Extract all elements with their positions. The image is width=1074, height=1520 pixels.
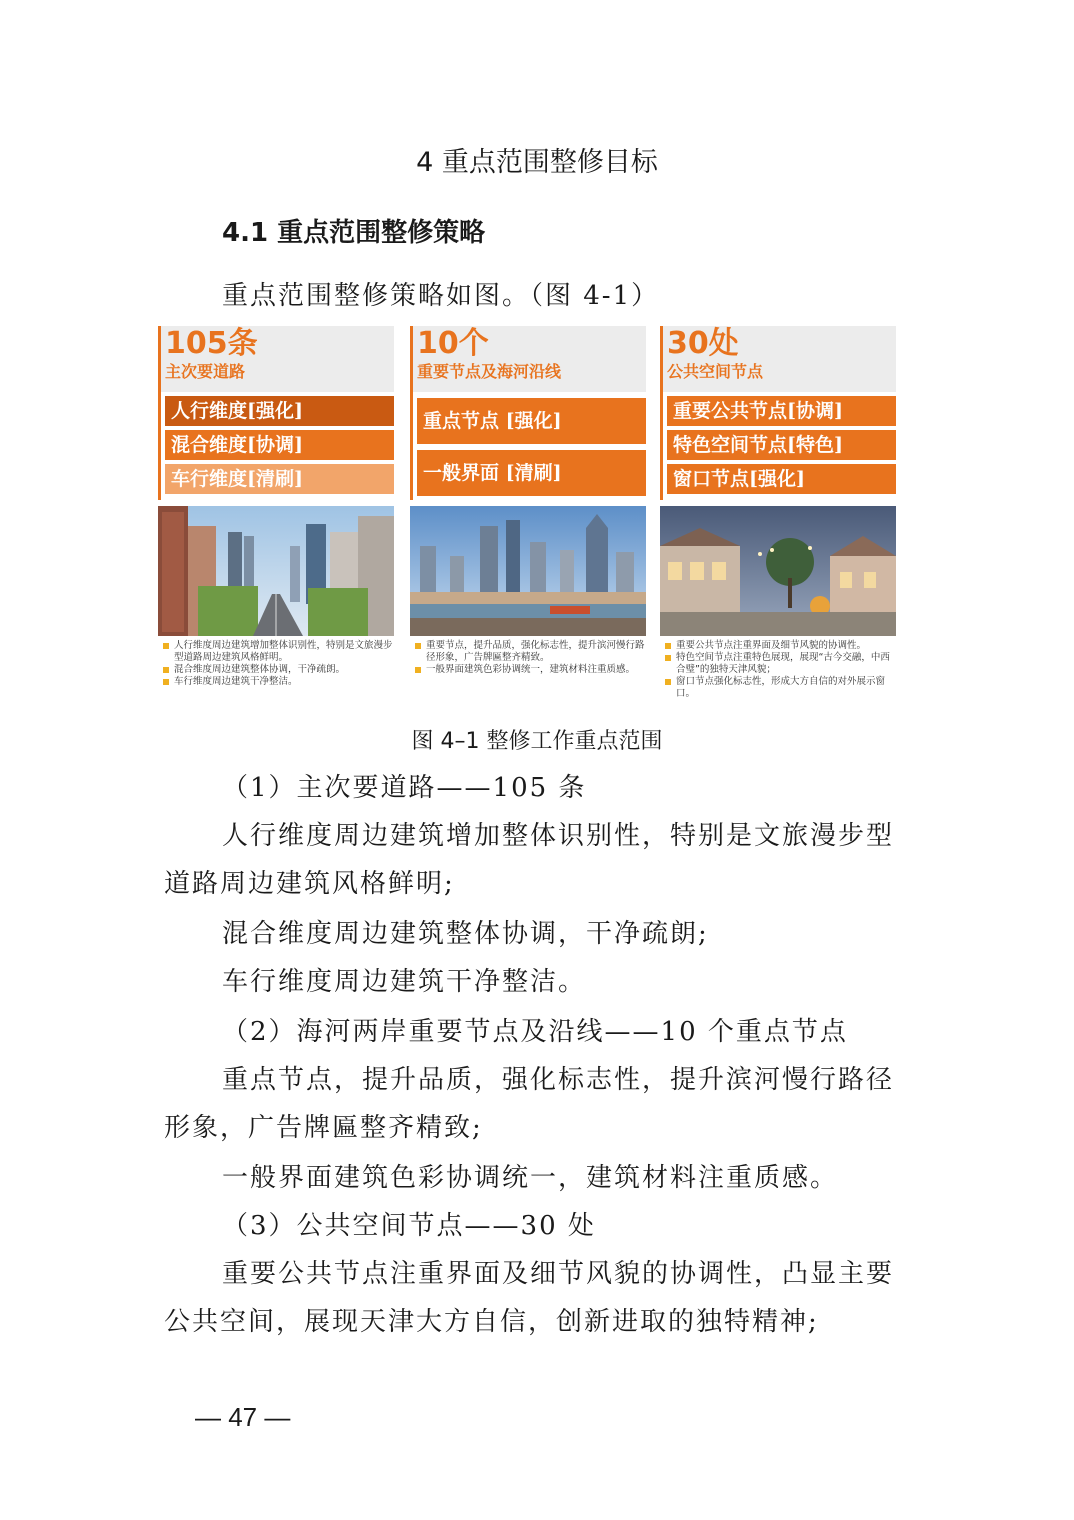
- paragraph-line: 重要公共节点注重界面及细节风貌的协调性，凸显主要: [222, 1259, 895, 1289]
- paragraph-heading: （3）公共空间节点——30 处: [222, 1211, 596, 1241]
- paragraph-line: 一般界面建筑色彩协调统一，建筑材料注重质感。: [222, 1163, 839, 1193]
- paragraph-line: 道路周边建筑风格鲜明;: [164, 869, 455, 899]
- figure-column-public-spaces: [660, 326, 896, 710]
- strategy-bar: 人行维度[强化]: [165, 396, 394, 426]
- street-night-photo: [660, 506, 896, 636]
- strategy-bar: 重点节点 [强化]: [417, 398, 646, 444]
- section-title: 4.1 重点范围整修策略: [222, 218, 486, 248]
- paragraph-line: 形象，广告牌匾整齐精致;: [164, 1113, 483, 1143]
- paragraph-heading: （2）海河两岸重要节点及沿线——10 个重点节点: [222, 1017, 848, 1047]
- strategy-bar: 混合维度[协调]: [165, 430, 394, 460]
- column-bars: [660, 392, 896, 500]
- strategy-bar: 一般界面 [清刷]: [417, 450, 646, 496]
- strategy-bar: 特色空间节点[特色]: [667, 430, 896, 460]
- column-bars: [410, 392, 646, 500]
- note-item: 窗口节点强化标志性，形成大方自信的对外展示窗口。: [664, 676, 896, 700]
- figure-caption: 图 4–1 整修工作重点范围: [411, 729, 663, 754]
- road-photo: [158, 506, 394, 636]
- column-header: [410, 326, 646, 392]
- chapter-title: 4 重点范围整修目标: [416, 147, 658, 178]
- intro-paragraph: 重点范围整修策略如图。（图 4-1）: [222, 281, 660, 311]
- column-count: 10个: [417, 326, 489, 361]
- figure-column-roads: [158, 326, 394, 710]
- paragraph-line: 车行维度周边建筑干净整洁。: [222, 967, 587, 997]
- column-count: 105条: [165, 326, 258, 361]
- paragraph-line: 公共空间，展现天津大方自信，创新进取的独特精神;: [164, 1307, 819, 1337]
- note-item: 车行维度周边建筑干净整洁。: [162, 676, 394, 688]
- note-item: 特色空间节点注重特色展现，展现“古今交融，中西合璧”的独特天津风貌；: [664, 652, 896, 676]
- note-item: 混合维度周边建筑整体协调，干净疏朗。: [162, 664, 394, 676]
- column-header: [660, 326, 896, 392]
- page-number: — 47 —: [195, 1402, 291, 1432]
- paragraph-heading: （1）主次要道路——105 条: [222, 773, 587, 803]
- note-item: 重要节点，提升品质，强化标志性，提升滨河慢行路径形象，广告牌匾整齐精致。: [414, 640, 646, 664]
- column-subtitle: 公共空间节点: [667, 362, 764, 381]
- column-notes: [162, 640, 394, 688]
- column-notes: [664, 640, 896, 700]
- column-header: [158, 326, 394, 392]
- column-bars: [158, 392, 394, 500]
- column-subtitle: 主次要道路: [165, 362, 246, 381]
- paragraph-line: 人行维度周边建筑增加整体识别性，特别是文旅漫步型: [222, 821, 895, 851]
- strategy-bar: 重要公共节点[协调]: [667, 396, 896, 426]
- figure-column-nodes: [410, 326, 646, 710]
- strategy-bar: 车行维度[清刷]: [165, 464, 394, 494]
- note-item: 重要公共节点注重界面及细节风貌的协调性。: [664, 640, 896, 652]
- strategy-bar: 窗口节点[强化]: [667, 464, 896, 494]
- column-subtitle: 重要节点及海河沿线: [417, 362, 562, 381]
- note-item: 一般界面建筑色彩协调统一，建筑材料注重质感。: [414, 664, 646, 676]
- column-count: 30处: [667, 326, 739, 361]
- column-notes: [414, 640, 646, 676]
- note-item: 人行维度周边建筑增加整体识别性，特别是文旅漫步型道路周边建筑风格鲜明。: [162, 640, 394, 664]
- paragraph-line: 混合维度周边建筑整体协调，干净疏朗;: [222, 919, 709, 949]
- paragraph-line: 重点节点，提升品质，强化标志性，提升滨河慢行路径: [222, 1065, 895, 1095]
- river-skyline-photo: [410, 506, 646, 636]
